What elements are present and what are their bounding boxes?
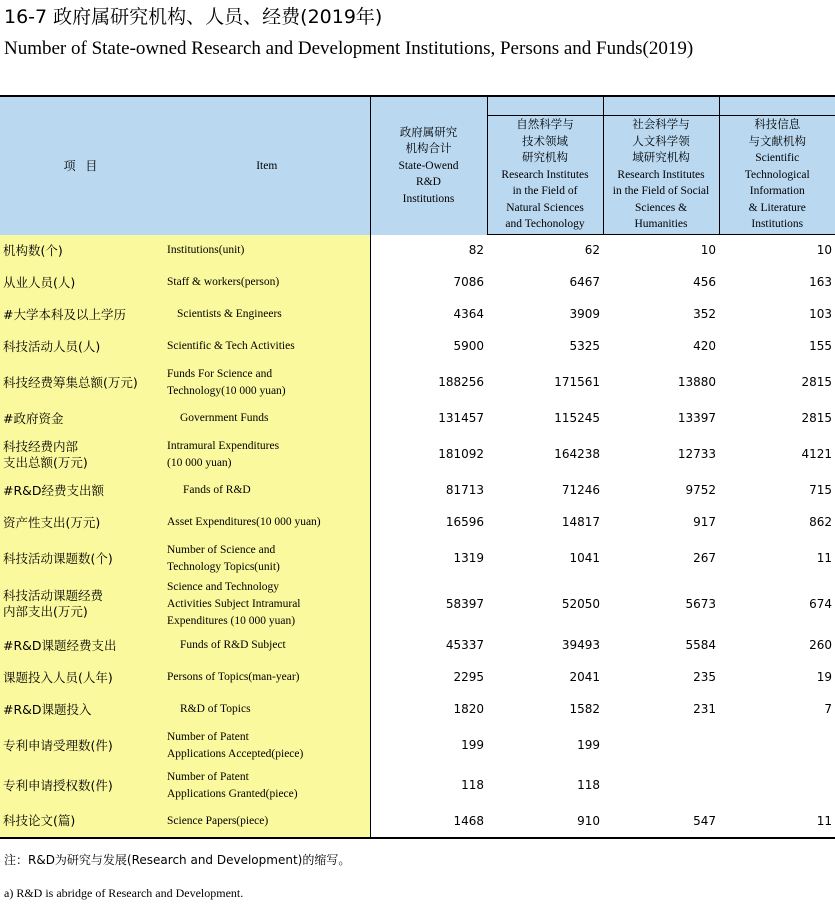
row-label-cn [0, 331, 164, 363]
row-label-cn-line-1: 机构数(个) [3, 242, 63, 258]
value-info: 862 [809, 515, 832, 529]
value-social: 10 [700, 243, 716, 258]
value-info: 674 [809, 596, 832, 611]
value-social: 267 [693, 551, 716, 565]
row-label-en-line-1: Institutions(unit) [167, 244, 245, 256]
row-label-cn-line-1: 科技活动课题经费 [3, 588, 104, 603]
value-total: 199 [370, 726, 487, 766]
table-row [0, 662, 835, 694]
row-label-en [164, 539, 370, 579]
row-label-en [164, 806, 370, 838]
row-label-en-line-1: Number of Patent [167, 770, 249, 783]
row-label-cn [0, 806, 164, 838]
header-total-en-3: Institutions [402, 192, 455, 205]
value-info: 103 [809, 307, 832, 321]
row-label-en [164, 726, 370, 766]
table-title-en: Number of State-owned Research and Development Institutions, Persons and Funds(2019) [4, 38, 694, 59]
table-row [0, 267, 835, 299]
row-label-en [164, 267, 370, 299]
header-info-en-5: Institutions [751, 218, 804, 231]
row-label-en-line-1: Scientific & Tech Activities [167, 340, 295, 352]
header-item-en: Item [164, 96, 370, 235]
header-natural-en-4: and Techonology [505, 218, 585, 231]
value-info [719, 726, 835, 766]
value-natural: 910 [487, 806, 603, 838]
value-info: 11 [816, 551, 832, 565]
row-label-en-line-1: R&D of Topics [180, 703, 251, 715]
row-label-cn-line-2: 支出总额(万元) [3, 454, 88, 470]
header-total-en-1: State-Owend [398, 159, 459, 172]
header-natural-en-3: Natural Sciences [506, 201, 584, 214]
row-label-en [164, 435, 370, 475]
value-social: 352 [693, 307, 716, 321]
row-label-en-line-1: Staff & workers(person) [167, 276, 280, 288]
row-label-en-line-1: Science Papers(piece) [167, 814, 269, 827]
row-label-cn [0, 766, 164, 806]
footnote-en: a) R&D is abridge of Research and Development. [4, 886, 244, 900]
header-total-cn-2: 机构合计 [405, 143, 452, 155]
row-label-en-line-1: Asset Expenditures(10 000 yuan) [167, 516, 321, 528]
header-info-en-3: Information [749, 185, 805, 198]
row-label-cn [0, 539, 164, 579]
row-label-en-line-1: Scientists & Engineers [177, 308, 282, 320]
value-social: 917 [693, 515, 716, 529]
header-natural [487, 116, 603, 235]
row-label-cn-line-2: 内部支出(万元) [3, 604, 88, 619]
row-label-cn-line-1: 科技活动课题数(个) [3, 550, 113, 566]
value-social [603, 726, 719, 766]
value-social: 547 [603, 806, 719, 838]
row-label-cn-line-1: #政府资金 [3, 410, 64, 426]
row-label-cn-line-1: 专利申请授权数(件) [3, 777, 113, 793]
value-total: 82 [370, 235, 487, 267]
value-natural: 1041 [569, 551, 600, 565]
header-spacer [719, 96, 835, 116]
value-info: 163 [809, 275, 832, 289]
table-row [0, 363, 835, 403]
row-label-en [164, 630, 370, 662]
row-label-en-line-2: Technology Topics(unit) [167, 560, 280, 573]
header-item-cn: 项 目 [0, 96, 164, 235]
table-row [0, 539, 835, 579]
value-social: 235 [693, 670, 716, 684]
table-body [0, 235, 835, 838]
header-info-cn-1: 科技信息 [754, 119, 801, 132]
value-social: 231 [693, 702, 716, 716]
value-total: 58397 [370, 579, 487, 630]
value-natural: 71246 [561, 483, 600, 497]
value-total: 1319 [370, 539, 487, 579]
header-social-en-1: Research Institutes [617, 168, 705, 181]
value-info: 11 [719, 806, 835, 838]
value-natural: 2041 [569, 670, 600, 684]
row-label-cn-line-1: 科技论文(篇) [3, 813, 76, 828]
value-total: 45337 [370, 630, 487, 662]
header-info-en-4: & Literature [748, 201, 806, 214]
value-social: 420 [693, 339, 716, 353]
row-label-en-line-1: Number of Science and [167, 543, 276, 556]
row-label-en [164, 363, 370, 403]
header-natural-en-1: Research Institutes [501, 168, 589, 181]
footnote-cn: 注：R&D为研究与发展(Research and Development)的缩写。 [4, 853, 351, 867]
header-info-en-2: Technological [744, 168, 810, 181]
row-label-cn [0, 630, 164, 662]
row-label-cn-line-1: 科技经费筹集总额(万元) [3, 374, 138, 390]
row-label-en [164, 662, 370, 694]
table-row [0, 299, 835, 331]
header-info [719, 116, 835, 235]
value-total: 181092 [370, 435, 487, 475]
row-label-en-line-1: Intramural Expenditures [167, 439, 280, 452]
row-label-cn [0, 267, 164, 299]
row-label-cn [0, 475, 164, 507]
value-social: 5584 [685, 638, 716, 652]
row-label-en-line-2: Applications Granted(piece) [167, 787, 298, 800]
table-row [0, 806, 835, 838]
value-natural: 62 [584, 243, 600, 258]
row-label-cn-line-1: 专利申请受理数(件) [3, 737, 113, 753]
value-info: 715 [809, 483, 832, 497]
row-label-cn-line-1: 课题投入人员(人年) [3, 669, 113, 685]
value-natural: 115245 [554, 411, 600, 425]
value-social [603, 766, 719, 806]
table-row [0, 766, 835, 806]
row-label-cn-line-1: 资产性支出(万元) [3, 514, 101, 530]
row-label-cn-line-1: #R&D课题投入 [3, 701, 92, 717]
row-label-cn [0, 726, 164, 766]
header-total-en-2: R&D [416, 176, 441, 188]
row-label-en [164, 579, 370, 630]
value-info: 19 [816, 670, 832, 684]
table-row [0, 630, 835, 662]
value-total: 7086 [370, 267, 487, 299]
table-row [0, 235, 835, 267]
value-natural: 52050 [561, 596, 600, 611]
value-total: 188256 [370, 363, 487, 403]
value-total: 131457 [370, 403, 487, 435]
header-social-en-4: Humanities [634, 218, 688, 231]
header-natural-cn-1: 自然科学与 [516, 119, 574, 132]
header-spacer [603, 96, 719, 116]
row-label-en [164, 331, 370, 363]
table-row [0, 435, 835, 475]
value-social: 12733 [677, 447, 716, 461]
value-info: 2815 [801, 375, 832, 389]
row-label-cn-line-1: 科技经费内部 [3, 438, 79, 454]
row-label-cn [0, 694, 164, 726]
row-label-en-line-3: Expenditures (10 000 yuan) [167, 614, 296, 627]
table-row [0, 331, 835, 363]
header-spacer [487, 96, 603, 116]
row-label-en-line-1: Funds of R&D Subject [180, 639, 286, 651]
row-label-en [164, 235, 370, 267]
row-label-en [164, 475, 370, 507]
row-label-cn [0, 435, 164, 475]
value-total: 16596 [370, 507, 487, 539]
header-info-en-1: Scientific [755, 152, 800, 165]
value-info [719, 766, 835, 806]
value-social: 5673 [685, 596, 716, 611]
value-social: 456 [693, 275, 716, 289]
table-row [0, 403, 835, 435]
row-label-cn [0, 235, 164, 267]
header-total-cn-1: 政府属研究 [399, 126, 458, 139]
header-social [603, 116, 719, 235]
row-label-cn [0, 662, 164, 694]
value-total: 1468 [370, 806, 487, 838]
row-label-en [164, 766, 370, 806]
header-social-cn-1: 社会科学与 [632, 119, 690, 132]
value-social: 13880 [677, 375, 716, 389]
row-label-cn-line-1: 科技活动人员(人) [3, 338, 101, 354]
value-natural: 14817 [561, 515, 600, 529]
header-social-en-3: Sciences & [634, 201, 688, 214]
header-natural-cn-3: 研究机构 [522, 152, 568, 165]
row-label-cn [0, 403, 164, 435]
value-natural: 164238 [554, 447, 600, 461]
row-label-en-line-1: Fands of R&D [183, 484, 251, 496]
value-total: 1820 [370, 694, 487, 726]
value-info: 2815 [801, 411, 832, 425]
header-info-cn-2: 与文献机构 [748, 135, 806, 148]
value-info: 155 [809, 339, 832, 353]
header-natural-en-2: in the Field of [512, 185, 578, 198]
row-label-cn-line-1: 从业人员(人) [3, 274, 76, 290]
value-natural: 5325 [569, 339, 600, 353]
row-label-cn-line-1: #R&D课题经费支出 [3, 637, 117, 653]
value-natural: 118 [577, 778, 600, 792]
row-label-en-line-2: Applications Accepted(piece) [167, 747, 304, 760]
value-total: 118 [370, 766, 487, 806]
row-label-cn-line-1: #大学本科及以上学历 [3, 306, 126, 322]
value-social: 9752 [685, 483, 716, 497]
row-label-en-line-1: Persons of Topics(man-year) [167, 671, 300, 683]
row-label-en-line-2: Technology(10 000 yuan) [167, 384, 286, 397]
value-natural: 1582 [569, 702, 600, 716]
value-total: 81713 [370, 475, 487, 507]
row-label-cn [0, 507, 164, 539]
value-natural: 6467 [569, 275, 600, 289]
value-natural: 3909 [569, 307, 600, 321]
table-row [0, 475, 835, 507]
value-natural: 39493 [561, 638, 600, 652]
row-label-en-line-1: Government Funds [180, 412, 269, 424]
row-label-en-line-1: Funds For Science and [167, 367, 273, 380]
header-social-cn-2: 人文科学领 [632, 135, 690, 148]
row-label-en [164, 403, 370, 435]
row-label-en-line-1: Science and Technology [167, 580, 280, 593]
value-info: 4121 [801, 447, 832, 461]
statistics-table [0, 95, 835, 839]
table-row [0, 579, 835, 630]
value-info: 10 [816, 243, 832, 258]
value-total: 2295 [370, 662, 487, 694]
row-label-cn-line-1: #R&D经费支出额 [3, 482, 105, 498]
header-natural-cn-2: 技术领域 [522, 135, 568, 148]
value-natural: 199 [577, 738, 600, 752]
row-label-en [164, 694, 370, 726]
value-info: 7 [824, 702, 832, 716]
value-total: 4364 [370, 299, 487, 331]
table-title-cn: 16-7 政府属研究机构、人员、经费(2019年) [4, 6, 383, 28]
header-social-cn-3: 域研究机构 [632, 152, 690, 165]
row-label-en-line-2: Activities Subject Intramural [167, 597, 301, 610]
table-row [0, 694, 835, 726]
table-row [0, 726, 835, 766]
value-natural: 171561 [554, 375, 600, 389]
value-total: 5900 [370, 331, 487, 363]
row-label-cn [0, 363, 164, 403]
row-label-en-line-2: (10 000 yuan) [167, 456, 232, 469]
row-label-en-line-1: Number of Patent [167, 730, 249, 743]
row-label-en [164, 507, 370, 539]
value-social: 13397 [677, 411, 716, 425]
row-label-cn [0, 299, 164, 331]
row-label-cn [0, 579, 164, 630]
header-social-en-2: in the Field of Social [612, 185, 710, 198]
table-row [0, 507, 835, 539]
header-total [370, 96, 487, 235]
value-info: 260 [809, 638, 832, 652]
row-label-en [164, 299, 370, 331]
